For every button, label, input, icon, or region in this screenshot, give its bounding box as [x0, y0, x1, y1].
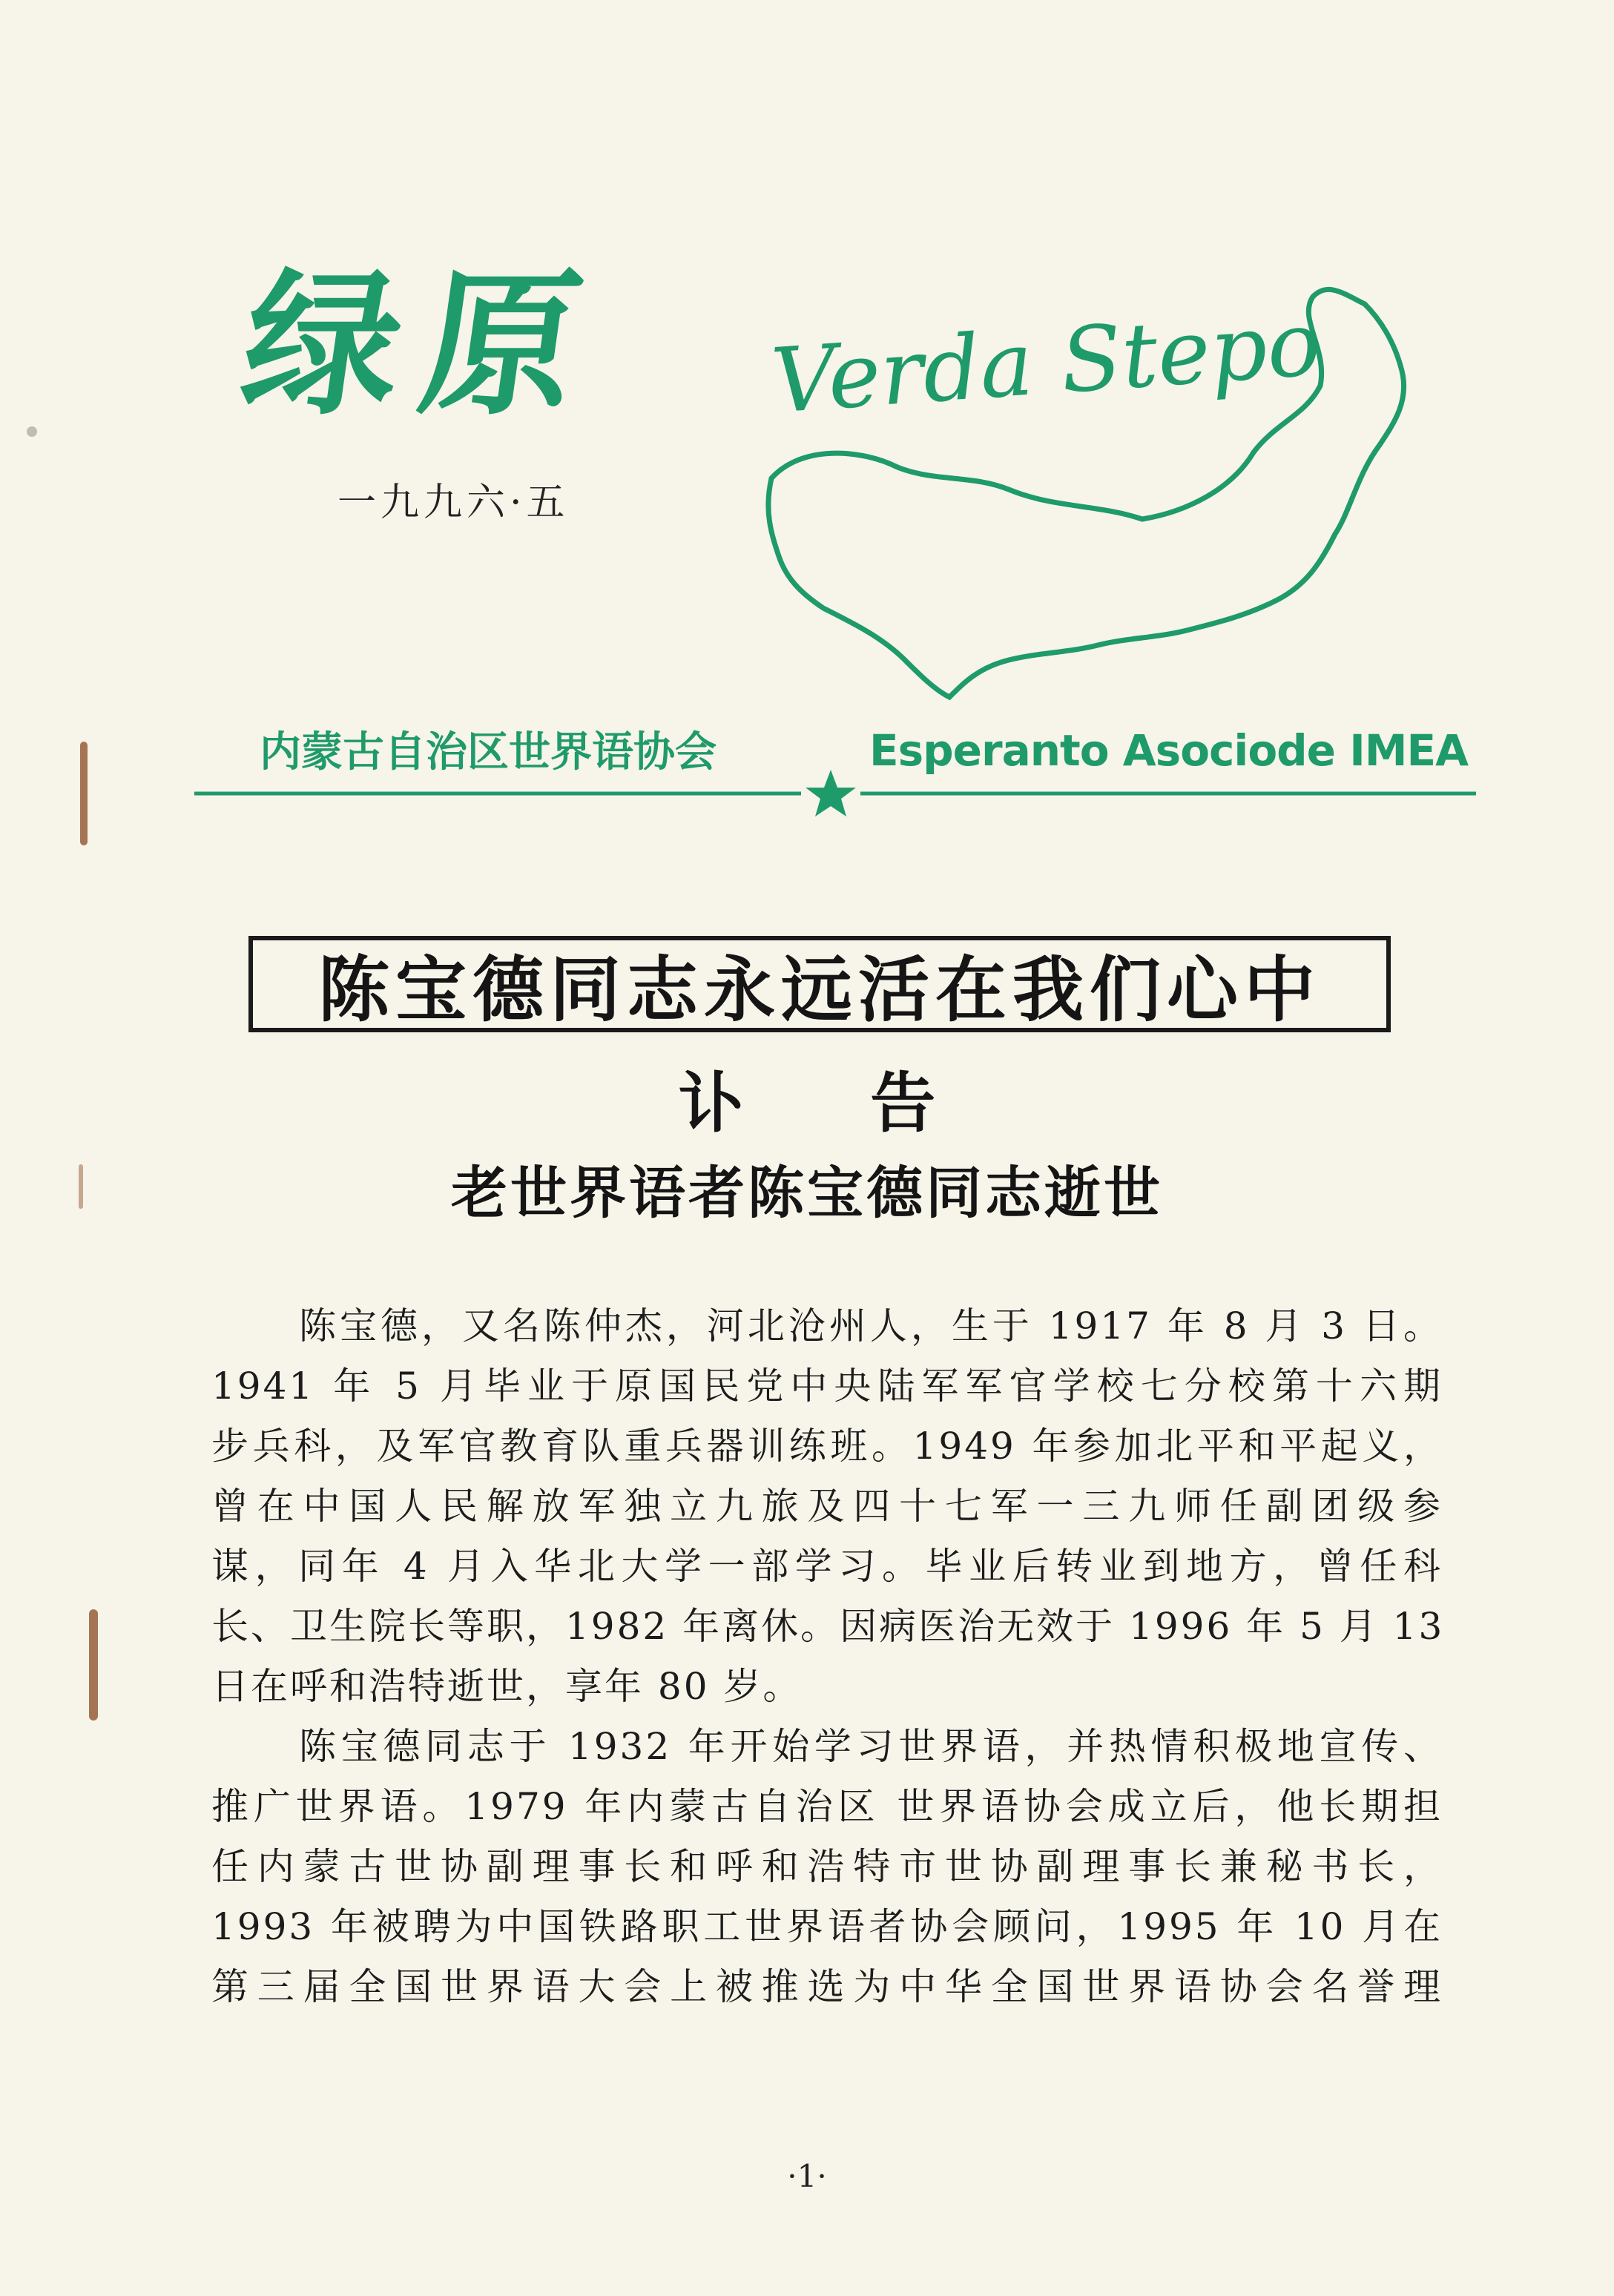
star-icon — [806, 770, 856, 817]
notice-title: 讣 告 — [678, 1065, 936, 1141]
organization-name-esperanto: Esperanto Asociode IMEA — [869, 725, 1469, 776]
paragraph-line: 任内蒙古世协副理事长和呼和浩特市世协副理事长兼秘书长， — [211, 1845, 1443, 1888]
issue-date: 一九九六·五 — [337, 481, 570, 525]
article-body — [211, 1296, 1443, 2017]
paragraph-line: 陈宝德同志于 1932 年开始学习世界语，并热情积极地宣传、 — [299, 1725, 1443, 1768]
paragraph-line: 谋，同年 4 月入华北大学一部学习。毕业后转业到地方，曾任科 — [211, 1545, 1443, 1588]
subheadline: 老世界语者陈宝德同志逝世 — [451, 1160, 1163, 1226]
paragraph-line: 陈宝德，又名陈仲杰，河北沧州人，生于 1917 年 8 月 3 日。 — [299, 1304, 1443, 1347]
organization-name-chinese: 内蒙古自治区世界语协会 — [260, 728, 717, 776]
paragraph-line: 长、卫生院长等职，1982 年离休。因病医治无效于 1996 年 5 月 13 — [211, 1605, 1445, 1648]
headline: 陈宝德同志永远活在我们心中 — [318, 948, 1321, 1032]
paragraph-line: 推广世界语。1979 年内蒙古自治区 世界语协会成立后，他长期担 — [211, 1785, 1443, 1828]
paragraph-line: 第三届全国世界语大会上被推选为中华全国世界语协会名誉理 — [211, 1965, 1443, 2008]
masthead-title-chinese: 绿原 — [231, 253, 614, 436]
page-number: ·1· — [787, 2158, 827, 2194]
paragraph-line: 步兵科，及军官教育队重兵器训练班。1949 年参加北平和平起义， — [211, 1425, 1443, 1468]
rust-stain — [89, 1609, 98, 1721]
masthead-title-esperanto: Verda Stepo — [768, 292, 1324, 434]
paragraph-line: 曾在中国人民解放军独立九旅及四十七军一三九师任副团级参 — [211, 1485, 1443, 1528]
paragraph-line: 1993 年被聘为中国铁路职工世界语者协会顾问，1995 年 10 月在 — [211, 1905, 1443, 1948]
paragraph-line: 日在呼和浩特逝世，享年 80 岁。 — [211, 1665, 803, 1708]
masthead — [0, 0, 1614, 831]
paragraph-line: 1941 年 5 月毕业于原国民党中央陆军军官学校七分校第十六期 — [211, 1365, 1443, 1408]
headline-frame — [248, 936, 1391, 1032]
